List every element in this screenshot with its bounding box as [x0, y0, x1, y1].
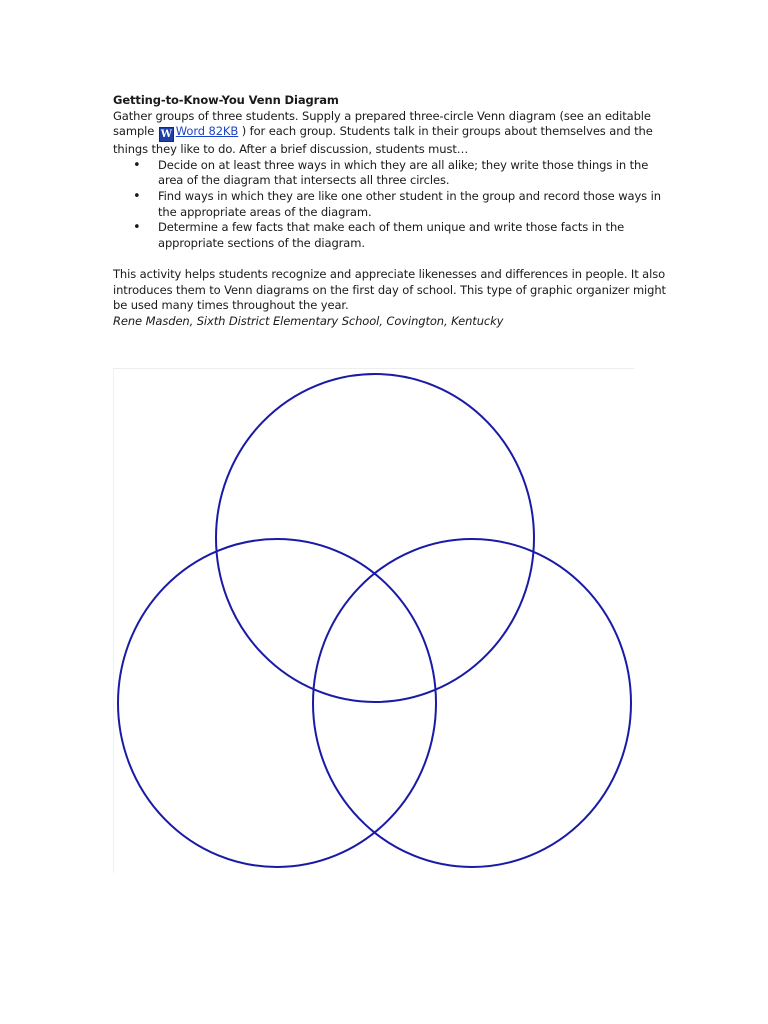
- venn-circle-left: [118, 539, 436, 867]
- venn-diagram: [113, 368, 634, 873]
- steps-list: [113, 158, 673, 252]
- summary-paragraph: This activity helps students recognize and appreciate likenesses and differences in people. It also introduces them to Venn diagrams on the first day of school. This type of graphic organizer might be used many times throughout the year.: [113, 266, 666, 313]
- word-document-icon[interactable]: W: [160, 129, 172, 141]
- activity-text: [113, 93, 673, 329]
- intro-text-start: Gather groups of three students. Supply a prepared three-circle Venn diagram (see an editable sample: [113, 108, 651, 139]
- credit-location: Covington, Kentucky: [386, 313, 504, 328]
- intro-paragraph: [113, 109, 673, 158]
- credit-name: Rene Masden: [113, 313, 190, 328]
- intro-text-end: ) for each group. Students talk in their groups about themselves and the things they like to do. After a brief discussion, students must…: [113, 124, 653, 157]
- venn-circle-right: [313, 539, 631, 867]
- venn-diagram-svg: [114, 369, 634, 873]
- step-item-unique: • Determine a few facts that make each of them unique and write those facts in the appropriate sections of the diagram.: [158, 220, 673, 251]
- activity-title: Getting-to-Know-You Venn Diagram: [113, 93, 339, 107]
- word-download-link[interactable]: Word 82KB: [175, 124, 239, 139]
- credit-school: Sixth District Elementary School: [196, 313, 380, 328]
- paragraph-gap: [113, 251, 673, 267]
- credit-line: Rene Masden, Sixth District Elementary School, Covington, Kentucky: [113, 313, 504, 328]
- step-item-alike: • Decide on at least three ways in which they are all alike; they write those things in the area of the diagram that intersects all three circles.: [158, 158, 673, 189]
- venn-circle-top: [216, 374, 534, 702]
- step-item-pairs: • Find ways in which they are like one other student in the group and record those ways in the appropriate areas of the diagram.: [158, 189, 673, 220]
